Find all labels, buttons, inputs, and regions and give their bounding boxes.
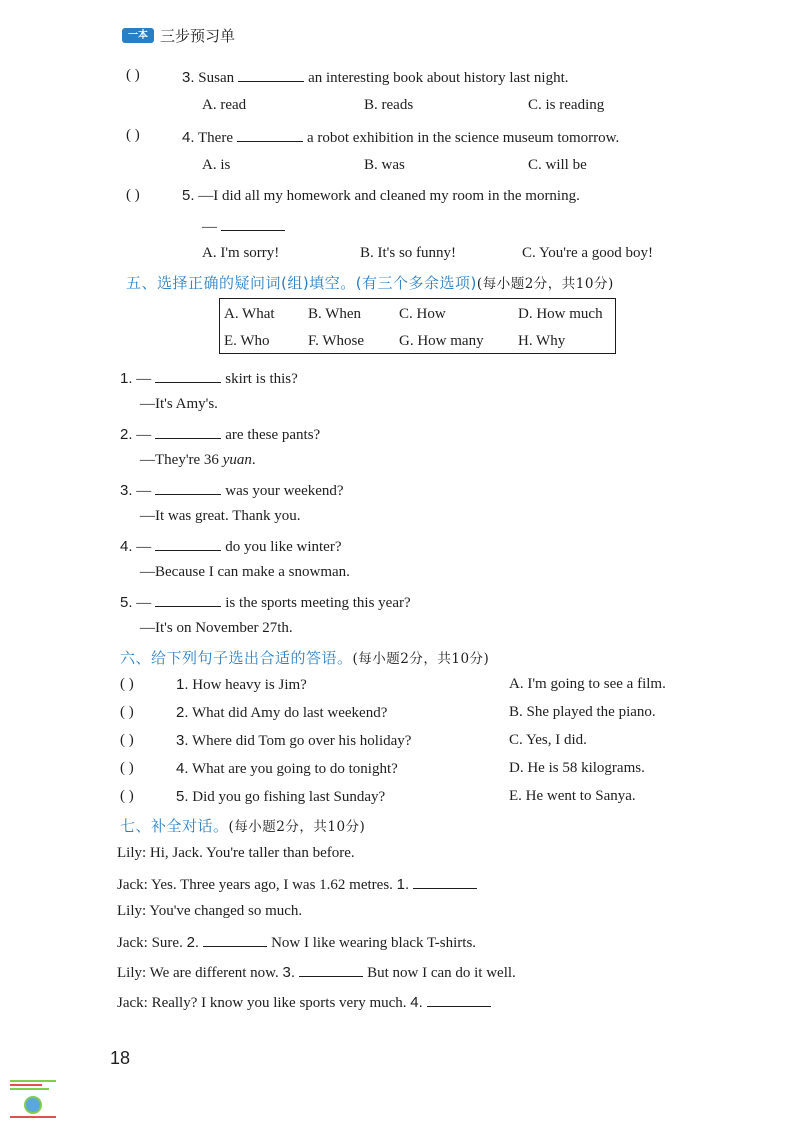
question-dash: — xyxy=(136,539,152,555)
s5-answer-4: —Because I can make a snowman. xyxy=(140,564,350,580)
option-b: B. It's so funny! xyxy=(360,245,457,261)
question-text: was your weekend? xyxy=(225,483,344,499)
answer-post: . xyxy=(251,452,256,468)
s6-question-3 xyxy=(176,732,411,750)
question-4 xyxy=(182,127,619,147)
question-dash: — xyxy=(136,427,152,443)
option-a: A. is xyxy=(202,157,231,173)
answer-blank[interactable] xyxy=(203,932,267,947)
option-b: B. reads xyxy=(364,97,414,113)
option-a: A. read xyxy=(202,97,247,113)
s5-question-3 xyxy=(120,480,344,500)
blank-number: 4. xyxy=(410,994,423,1011)
question-post: an interesting book about history last night. xyxy=(308,70,569,86)
s5-question-5 xyxy=(120,592,411,612)
s6-question-5 xyxy=(176,788,385,806)
section-note: (每小题2分，共10分) xyxy=(352,651,490,667)
question-text: Did you go fishing last Sunday? xyxy=(192,789,386,805)
logo-stripe xyxy=(10,1116,56,1118)
answer-paren[interactable]: ( ) xyxy=(120,732,134,748)
section-title-text: 五、选择正确的疑问词(组)填空。(有三个多余选项) xyxy=(126,274,477,292)
answer-blank[interactable] xyxy=(155,424,221,439)
s6-question-2 xyxy=(176,704,387,722)
reply-line xyxy=(202,216,289,236)
question-number: 3. xyxy=(176,732,189,749)
choice-g: G. How many xyxy=(399,333,484,349)
answer-blank[interactable] xyxy=(155,536,221,551)
question-pre: Susan xyxy=(198,70,235,86)
dialog-post: Now I like wearing black T-shirts. xyxy=(271,935,477,951)
logo-stripe xyxy=(10,1088,49,1090)
section-title-text: 六、给下列句子选出合适的答语。 xyxy=(120,649,353,667)
s5-answer-2 xyxy=(140,452,256,469)
question-number: 5. xyxy=(120,594,133,611)
question-post: a robot exhibition in the science museum tomorrow. xyxy=(306,130,620,146)
question-number: 3. xyxy=(182,69,195,86)
question-dash: — xyxy=(136,595,152,611)
answer-blank[interactable] xyxy=(237,127,303,142)
question-text: What are you going to do tonight? xyxy=(192,761,398,777)
choice-a: A. What xyxy=(224,306,275,322)
choice-h: H. Why xyxy=(518,333,566,349)
blank-number: 2. xyxy=(186,934,200,951)
s6-question-4 xyxy=(176,760,398,778)
answer-blank[interactable] xyxy=(155,368,221,383)
dialog-line-4 xyxy=(117,932,476,952)
question-dash: — xyxy=(136,371,152,387)
blank-number: 1. xyxy=(396,876,410,893)
dialog-text: Jack: Sure. xyxy=(117,935,183,951)
question-5 xyxy=(182,187,580,205)
choice-f: F. Whose xyxy=(308,333,365,349)
s6-question-1 xyxy=(176,676,307,694)
dialog-text: Lily: Hi, Jack. You're taller than before. xyxy=(117,845,355,861)
logo-mascot-icon xyxy=(24,1096,42,1114)
book-logo-badge: 一本 xyxy=(122,28,154,43)
question-text: How heavy is Jim? xyxy=(192,677,307,693)
option-b: B. was xyxy=(364,157,405,173)
logo-stripe xyxy=(10,1080,56,1082)
question-number: 5. xyxy=(176,788,189,805)
s6-answer-e: E. He went to Sanya. xyxy=(509,788,636,804)
logo-stripe xyxy=(10,1084,42,1086)
choice-b: B. When xyxy=(308,306,362,322)
question-number: 4. xyxy=(182,129,195,146)
question-dash: — xyxy=(136,483,152,499)
section-note: (每小题2分，共10分) xyxy=(476,276,614,292)
dialog-text: Jack: Yes. Three years ago, I was 1.62 metres. xyxy=(117,877,393,893)
s5-answer-5: —It's on November 27th. xyxy=(140,620,293,636)
section-title-text: 七、补全对话。 xyxy=(120,817,229,835)
question-pre: —I did all my homework and cleaned my room in the morning. xyxy=(198,188,580,204)
question-number: 2. xyxy=(176,704,189,721)
question-text: are these pants? xyxy=(225,427,321,443)
answer-blank[interactable] xyxy=(238,67,304,82)
dialog-text: Lily: You've changed so much. xyxy=(117,903,303,919)
answer-blank[interactable] xyxy=(413,874,477,889)
question-number: 1. xyxy=(120,370,133,387)
question-pre: There xyxy=(198,130,233,146)
answer-blank[interactable] xyxy=(299,962,363,977)
answer-pre: —They're 36 xyxy=(140,452,223,468)
question-text: Where did Tom go over his holiday? xyxy=(192,733,412,749)
word-choice-box xyxy=(219,298,616,354)
page-number: 18 xyxy=(110,1048,131,1068)
s5-answer-1: —It's Amy's. xyxy=(140,396,218,412)
dialog-line-6 xyxy=(117,992,495,1012)
answer-blank[interactable] xyxy=(221,216,285,231)
option-a: A. I'm sorry! xyxy=(202,245,280,261)
choice-c: C. How xyxy=(399,306,446,322)
answer-paren[interactable]: ( ) xyxy=(120,704,134,720)
answer-paren[interactable]: ( ) xyxy=(126,187,140,203)
dialog-text: Jack: Really? I know you like sports very much. xyxy=(117,995,407,1011)
answer-italic: yuan xyxy=(222,452,252,468)
question-3 xyxy=(182,67,569,87)
question-text: is the sports meeting this year? xyxy=(225,595,411,611)
question-number: 4. xyxy=(120,538,133,555)
s5-question-4 xyxy=(120,536,342,556)
question-text: skirt is this? xyxy=(225,371,298,387)
s6-answer-b: B. She played the piano. xyxy=(509,704,656,720)
answer-blank[interactable] xyxy=(155,592,221,607)
reply-dash: — xyxy=(202,219,217,235)
s5-question-1 xyxy=(120,368,298,388)
answer-paren[interactable]: ( ) xyxy=(120,760,134,776)
dialog-line-5 xyxy=(117,962,516,982)
s5-question-2 xyxy=(120,424,320,444)
option-c: C. will be xyxy=(528,157,587,173)
dialog-line-2 xyxy=(117,874,481,894)
dialog-line-1 xyxy=(117,845,355,862)
choice-e: E. Who xyxy=(224,333,270,349)
watermark-logo-icon xyxy=(10,1078,56,1128)
option-c: C. You're a good boy! xyxy=(522,245,654,261)
question-number: 1. xyxy=(176,676,189,693)
section-note: (每小题2分，共10分) xyxy=(228,819,366,835)
blank-number: 3. xyxy=(282,964,296,981)
choice-d: D. How much xyxy=(518,306,603,322)
answer-paren[interactable]: ( ) xyxy=(120,676,134,692)
answer-blank[interactable] xyxy=(427,992,491,1007)
question-number: 3. xyxy=(120,482,133,499)
question-text: do you like winter? xyxy=(225,539,342,555)
section-7-title xyxy=(120,815,365,836)
answer-paren[interactable]: ( ) xyxy=(126,127,140,143)
answer-paren[interactable]: ( ) xyxy=(126,67,140,83)
s5-answer-3: —It was great. Thank you. xyxy=(140,508,301,524)
question-text: What did Amy do last weekend? xyxy=(192,705,388,721)
question-number: 5. xyxy=(182,187,195,204)
s6-answer-c: C. Yes, I did. xyxy=(509,732,587,748)
dialog-line-3 xyxy=(117,903,302,920)
section-5-title xyxy=(126,272,614,293)
dialog-post: But now I can do it well. xyxy=(367,965,516,981)
option-c: C. is reading xyxy=(528,97,605,113)
question-number: 4. xyxy=(176,760,189,777)
answer-blank[interactable] xyxy=(155,480,221,495)
dialog-text: Lily: We are different now. xyxy=(117,965,279,981)
s6-answer-d: D. He is 58 kilograms. xyxy=(509,760,645,776)
section-6-title xyxy=(120,647,489,668)
header-title: 三步预习单 xyxy=(160,27,236,45)
answer-paren[interactable]: ( ) xyxy=(120,788,134,804)
question-number: 2. xyxy=(120,426,133,443)
s6-answer-a: A. I'm going to see a film. xyxy=(509,676,666,692)
